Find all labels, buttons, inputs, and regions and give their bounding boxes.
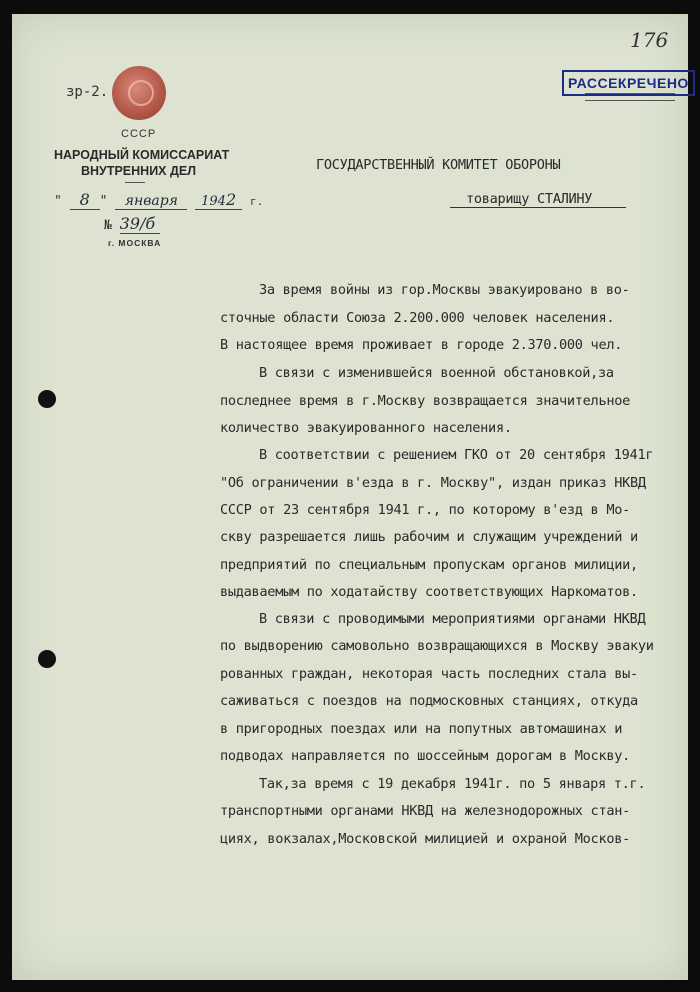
body-line: В настоящее время проживает в городе 2.370.000 чел. [220, 337, 623, 353]
body-line: циях, вокзалах,Московской милицией и охраной Москов- [220, 831, 630, 847]
org-name-line2: ВНУТРЕННИХ ДЕЛ [81, 164, 197, 178]
org-name-line1: НАРОДНЫЙ КОМИССАРИАТ [54, 148, 230, 162]
org-divider [125, 182, 145, 183]
country-label: СССР [121, 128, 157, 140]
body-line: подводах направляется по шоссейным дорогам в Москву. [220, 748, 630, 764]
body-line: скву разрешается лишь рабочим и служащим учреждений и [220, 529, 638, 545]
document-number: 39/б [120, 214, 160, 234]
document-number-line [104, 214, 160, 234]
number-sign: № [104, 218, 112, 233]
body-line: выдаваемым по ходатайству соответствующих Наркоматов. [220, 584, 638, 600]
ussr-emblem-icon [112, 66, 166, 120]
body-line: "Об ограничении в'езда в г. Москву", издан приказ НКВД [220, 475, 646, 491]
addressee-line1: ГОСУДАРСТВЕННЫЙ КОМИТЕТ ОБОРОНЫ [316, 157, 561, 173]
date-open-quote: " [54, 194, 62, 209]
body-line: СССР от 23 сентября 1941 г., по которому в'езд в Мо- [220, 502, 630, 518]
declassified-stamp: РАССЕКРЕЧЕНО [562, 70, 695, 96]
body-line: В соответствии с решением ГКО от 20 сентября 1941г [259, 447, 654, 463]
addressee-line2: товарищу СТАЛИНУ [466, 191, 593, 207]
registration-number: зр-2. [66, 84, 109, 100]
body-line: количество эвакуированного населения. [220, 420, 512, 436]
body-line: саживаться с поездов на подмосковных станциях, откуда [220, 693, 638, 709]
page-number: 176 [630, 28, 669, 52]
struck-text [585, 93, 675, 101]
date-day: 8 [70, 190, 100, 210]
body-line: в пригородных поездах или на попутных автомашинах и [220, 721, 623, 737]
body-line: Так,за время с 19 декабря 1941г. по 5 января т.г. [259, 776, 646, 792]
addressee-underline [450, 207, 626, 208]
date-suffix: г. [249, 195, 264, 208]
punch-hole-bottom [38, 650, 56, 668]
punch-hole-top [38, 390, 56, 408]
date-close-quote: " [99, 194, 108, 209]
date-line [54, 190, 263, 210]
body-line: В связи с изменившейся военной обстановкой,за [259, 365, 614, 381]
date-month: января [115, 193, 187, 210]
body-line: В связи с проводимыми мероприятиями органами НКВД [259, 611, 646, 627]
body-line: транспортными органами НКВД на железнодорожных стан- [220, 803, 630, 819]
body-line: рованных граждан, некоторая часть последних стала вы- [220, 666, 638, 682]
body-line: сточные области Союза 2.200.000 человек населения. [220, 310, 615, 326]
body-line: предприятий по специальным пропускам органов милиции, [220, 557, 638, 573]
body-line: За время войны из гор.Москвы эвакуировано в во- [259, 282, 630, 298]
city-label: г. МОСКВА [108, 238, 162, 248]
body-line: по выдворению самовольно возвращающихся в Москву эвакуи [220, 638, 654, 654]
date-year: 1942 [195, 194, 242, 210]
body-line: последнее время в г.Москву возвращается значительное [220, 393, 630, 409]
